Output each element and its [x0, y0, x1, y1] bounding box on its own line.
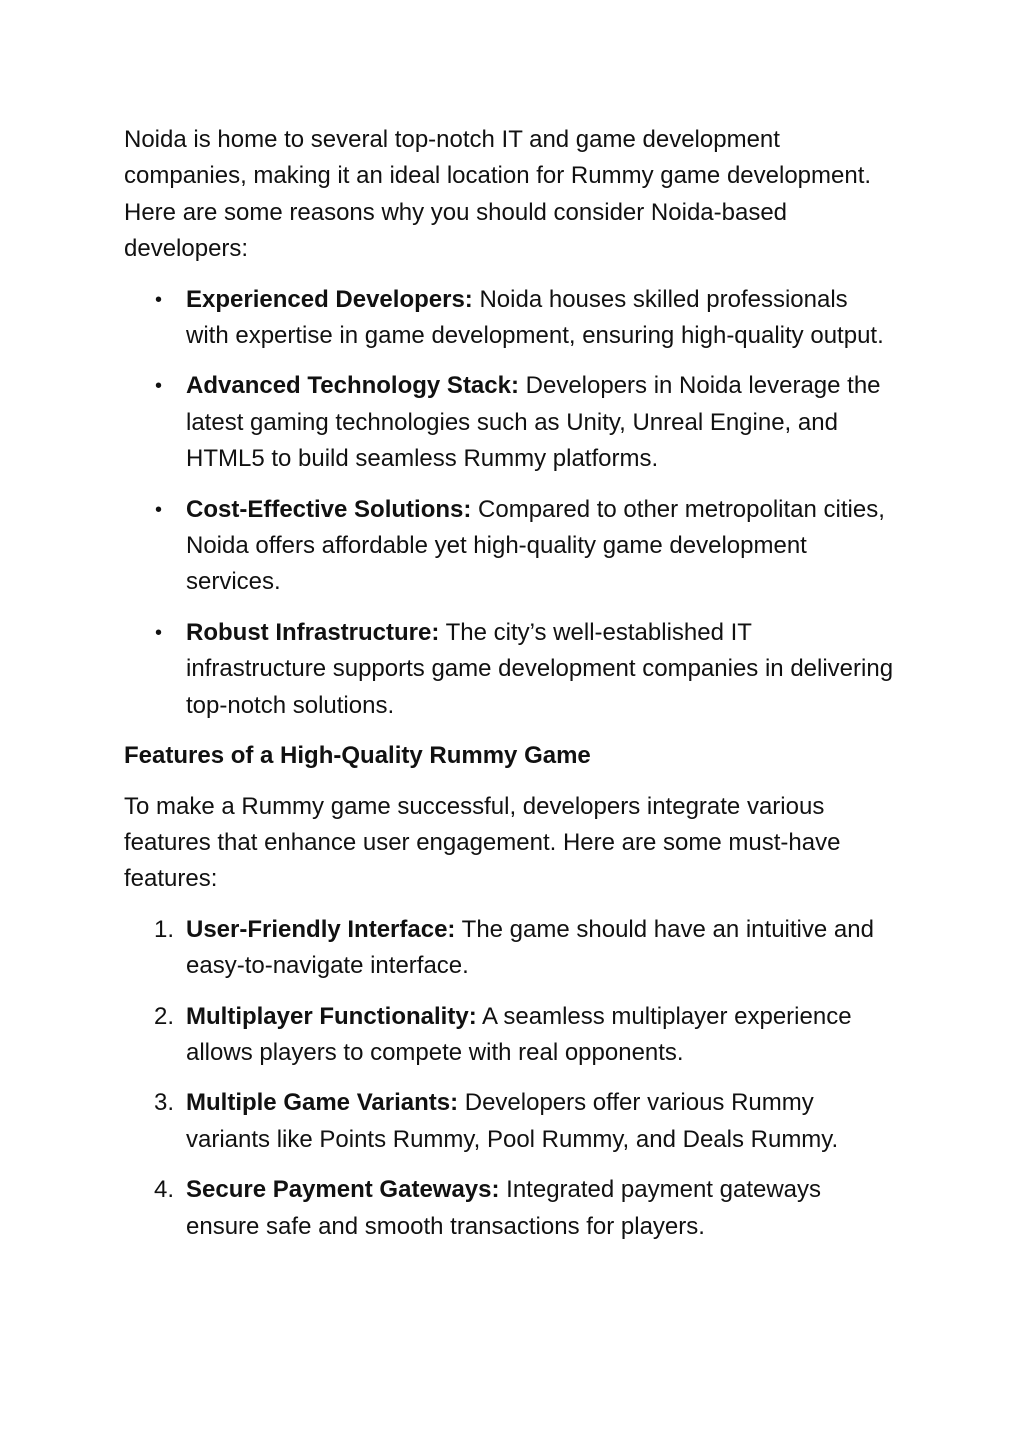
list-item-text: Developers in Noida leverage the latest gaming technologies such as Unity, Unreal Engine, and HTML5 to build seamless Rummy platforms.	[186, 372, 881, 473]
bullet-icon: •	[155, 288, 163, 311]
list-item	[124, 615, 894, 724]
list-item-number: 3.	[154, 1089, 175, 1117]
list-item-text: The game should have an intuitive and easy-to-navigate interface.	[186, 915, 874, 980]
list-item-text: Compared to other metropolitan cities, Noida offers affordable yet high-quality game development services.	[186, 495, 885, 596]
list-item	[124, 1172, 894, 1245]
list-item	[124, 1085, 894, 1158]
list-item-text: The city’s well-established IT infrastructure supports game development companies in delivering top-notch solutions.	[186, 618, 894, 719]
list-item	[124, 368, 894, 477]
list-item	[124, 282, 894, 355]
list-item-title: Multiple Game Variants:	[186, 1089, 459, 1117]
list-item-title: Experienced Developers:	[186, 285, 473, 313]
list-item	[124, 492, 894, 601]
list-item-number: 1.	[154, 915, 175, 943]
list-item-title: Secure Payment Gateways:	[186, 1176, 500, 1204]
features-intro-paragraph: To make a Rummy game successful, developers integrate various features that enhance user engagement. Here are some must-have features:	[124, 792, 841, 893]
bullet-icon: •	[155, 621, 163, 644]
list-item-title: Robust Infrastructure:	[186, 618, 440, 646]
document-page	[124, 122, 894, 1259]
reasons-list	[124, 282, 894, 724]
features-list	[124, 912, 894, 1245]
section-heading: Features of a High-Quality Rummy Game	[124, 742, 591, 770]
list-item-number: 4.	[154, 1176, 175, 1204]
bullet-icon: •	[155, 375, 163, 398]
list-item	[124, 912, 894, 985]
list-item	[124, 999, 894, 1072]
intro-paragraph: Noida is home to several top-notch IT and game development companies, making it an ideal location for Rummy game development. Here are some reasons why you should consider Noida-based developers:	[124, 126, 872, 263]
list-item-text: Developers offer various Rummy variants like Points Rummy, Pool Rummy, and Deals Rummy.	[186, 1089, 839, 1153]
list-item-title: User-Friendly Interface:	[186, 915, 456, 943]
list-item-text: Integrated payment gateways ensure safe and smooth transactions for players.	[186, 1176, 822, 1240]
list-item-title: Multiplayer Functionality:	[186, 1002, 477, 1030]
list-item-title: Cost-Effective Solutions:	[186, 495, 472, 523]
list-item-text: Noida houses skilled professionals with expertise in game development, ensuring high-quality output.	[186, 285, 884, 350]
bullet-icon: •	[155, 498, 163, 521]
list-item-title: Advanced Technology Stack:	[186, 372, 519, 400]
list-item-text: A seamless multiplayer experience allows players to compete with real opponents.	[186, 1002, 852, 1066]
list-item-number: 2.	[154, 1002, 175, 1030]
